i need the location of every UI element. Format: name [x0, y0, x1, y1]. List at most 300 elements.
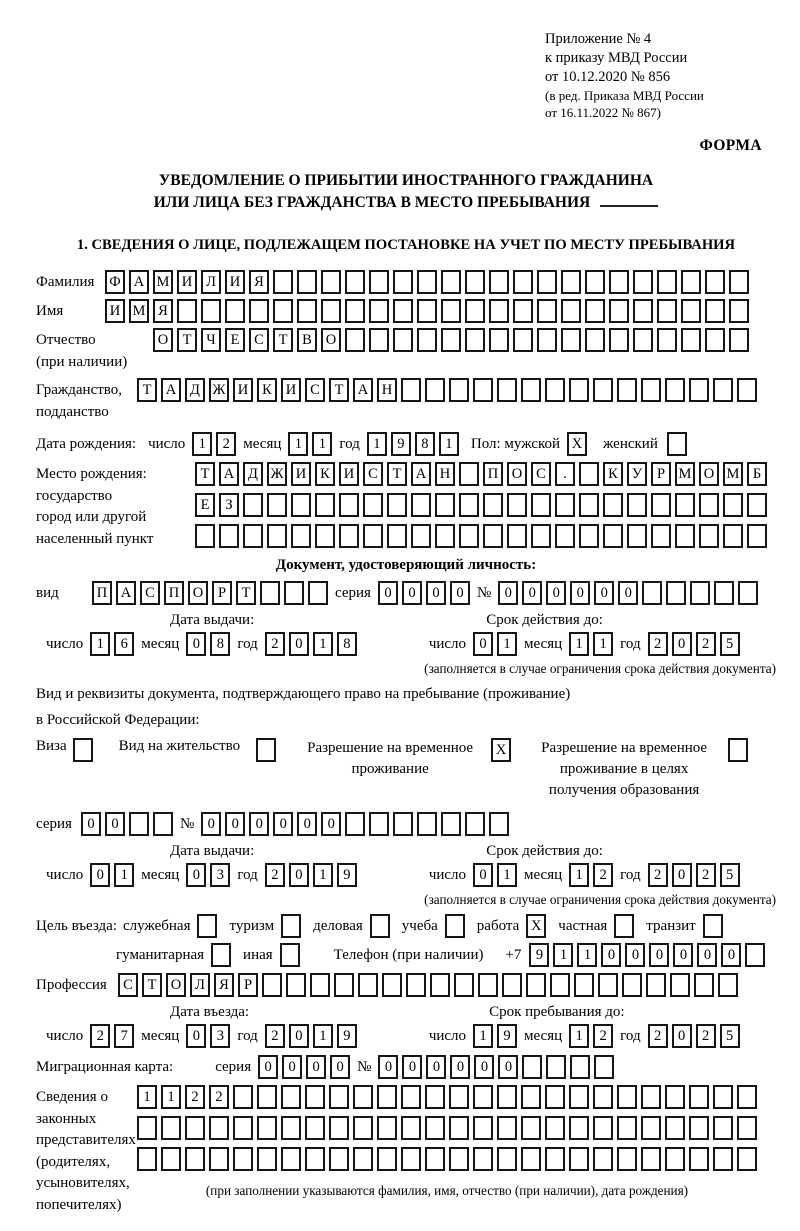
- char-box[interactable]: [417, 270, 437, 294]
- char-box[interactable]: [185, 1116, 205, 1140]
- char-box[interactable]: [329, 1116, 349, 1140]
- char-box[interactable]: [449, 378, 469, 402]
- char-box[interactable]: [363, 524, 383, 548]
- char-box[interactable]: [459, 462, 479, 486]
- char-box[interactable]: [257, 1116, 277, 1140]
- char-box[interactable]: [507, 524, 527, 548]
- char-box[interactable]: [690, 581, 710, 605]
- char-box[interactable]: [737, 378, 757, 402]
- char-box[interactable]: [747, 524, 767, 548]
- char-box[interactable]: 1: [313, 863, 333, 887]
- char-box[interactable]: [537, 328, 557, 352]
- char-box[interactable]: [545, 1085, 565, 1109]
- char-box[interactable]: [369, 812, 389, 836]
- char-box[interactable]: [561, 328, 581, 352]
- representatives-boxes-row1[interactable]: [137, 1085, 757, 1109]
- char-box[interactable]: 1: [313, 1024, 333, 1048]
- char-box[interactable]: И: [291, 462, 311, 486]
- char-box[interactable]: [666, 581, 686, 605]
- char-box[interactable]: [262, 973, 282, 997]
- char-box[interactable]: [555, 524, 575, 548]
- doc-valid-day-boxes[interactable]: [473, 632, 517, 656]
- char-box[interactable]: 0: [474, 1055, 494, 1079]
- char-box[interactable]: 0: [330, 1055, 350, 1079]
- char-box[interactable]: В: [297, 328, 317, 352]
- char-box[interactable]: Е: [195, 493, 215, 517]
- char-box[interactable]: С: [140, 581, 160, 605]
- char-box[interactable]: [737, 1085, 757, 1109]
- char-box[interactable]: 0: [225, 812, 245, 836]
- char-box[interactable]: 1: [593, 632, 613, 656]
- char-box[interactable]: 0: [672, 1024, 692, 1048]
- doc-kind-boxes[interactable]: [92, 581, 328, 605]
- char-box[interactable]: [593, 1147, 613, 1171]
- char-box[interactable]: 0: [249, 812, 269, 836]
- char-box[interactable]: 2: [185, 1085, 205, 1109]
- char-box[interactable]: 0: [672, 863, 692, 887]
- char-box[interactable]: [526, 973, 546, 997]
- char-box[interactable]: Ф: [105, 270, 125, 294]
- char-box[interactable]: 1: [497, 863, 517, 887]
- char-box[interactable]: [417, 812, 437, 836]
- char-box[interactable]: 2: [216, 432, 236, 456]
- char-box[interactable]: [291, 524, 311, 548]
- purpose-work-checkbox[interactable]: [526, 914, 546, 938]
- char-box[interactable]: [435, 524, 455, 548]
- char-box[interactable]: [675, 524, 695, 548]
- entry-day-boxes[interactable]: [90, 1024, 134, 1048]
- patronymic-boxes[interactable]: [153, 328, 749, 352]
- char-box[interactable]: [353, 1147, 373, 1171]
- char-box[interactable]: [257, 1147, 277, 1171]
- purpose-business-checkbox[interactable]: [370, 914, 390, 938]
- char-box[interactable]: [393, 328, 413, 352]
- char-box[interactable]: [387, 493, 407, 517]
- char-box[interactable]: С: [249, 328, 269, 352]
- char-box[interactable]: 2: [648, 863, 668, 887]
- char-box[interactable]: 5: [720, 1024, 740, 1048]
- char-box[interactable]: И: [225, 270, 245, 294]
- migration-number-boxes[interactable]: [378, 1055, 614, 1079]
- char-box[interactable]: [699, 524, 719, 548]
- char-box[interactable]: [473, 1147, 493, 1171]
- char-box[interactable]: 0: [282, 1055, 302, 1079]
- char-box[interactable]: 2: [90, 1024, 110, 1048]
- char-box[interactable]: К: [603, 462, 623, 486]
- char-box[interactable]: 0: [289, 863, 309, 887]
- char-box[interactable]: [483, 524, 503, 548]
- char-box[interactable]: П: [164, 581, 184, 605]
- char-box[interactable]: 9: [337, 863, 357, 887]
- char-box[interactable]: [177, 299, 197, 323]
- char-box[interactable]: [425, 1116, 445, 1140]
- char-box[interactable]: [441, 328, 461, 352]
- doc-seriya-boxes[interactable]: [378, 581, 470, 605]
- purpose-other-checkbox[interactable]: [280, 943, 300, 967]
- char-box[interactable]: 9: [391, 432, 411, 456]
- char-box[interactable]: [243, 493, 263, 517]
- char-box[interactable]: А: [219, 462, 239, 486]
- purpose-tourism-checkbox[interactable]: [281, 914, 301, 938]
- char-box[interactable]: И: [105, 299, 125, 323]
- representatives-boxes-row3[interactable]: [137, 1147, 757, 1171]
- char-box[interactable]: [729, 328, 749, 352]
- char-box[interactable]: [641, 1147, 661, 1171]
- char-box[interactable]: [593, 1116, 613, 1140]
- char-box[interactable]: [579, 493, 599, 517]
- char-box[interactable]: 1: [161, 1085, 181, 1109]
- char-box[interactable]: [489, 328, 509, 352]
- char-box[interactable]: [531, 524, 551, 548]
- char-box[interactable]: 0: [473, 632, 493, 656]
- char-box[interactable]: О: [188, 581, 208, 605]
- char-box[interactable]: 0: [402, 581, 422, 605]
- birthplace-boxes-row3[interactable]: [195, 524, 767, 548]
- char-box[interactable]: [129, 812, 149, 836]
- temp-permit-edu-checkbox[interactable]: [728, 738, 748, 762]
- birth-day-boxes[interactable]: [192, 432, 236, 456]
- char-box[interactable]: 0: [426, 581, 446, 605]
- char-box[interactable]: [614, 914, 634, 938]
- char-box[interactable]: [137, 1116, 157, 1140]
- char-box[interactable]: X: [491, 738, 511, 762]
- char-box[interactable]: [345, 328, 365, 352]
- char-box[interactable]: [546, 1055, 566, 1079]
- char-box[interactable]: [249, 299, 269, 323]
- char-box[interactable]: [281, 1085, 301, 1109]
- char-box[interactable]: О: [699, 462, 719, 486]
- char-box[interactable]: 5: [720, 863, 740, 887]
- char-box[interactable]: 0: [601, 943, 621, 967]
- char-box[interactable]: 0: [618, 581, 638, 605]
- char-box[interactable]: [329, 1147, 349, 1171]
- char-box[interactable]: [305, 1147, 325, 1171]
- char-box[interactable]: 2: [696, 632, 716, 656]
- char-box[interactable]: [593, 1085, 613, 1109]
- char-box[interactable]: [387, 524, 407, 548]
- char-box[interactable]: Б: [747, 462, 767, 486]
- char-box[interactable]: [195, 524, 215, 548]
- char-box[interactable]: 8: [210, 632, 230, 656]
- char-box[interactable]: [617, 1085, 637, 1109]
- migration-seriya-boxes[interactable]: [258, 1055, 350, 1079]
- char-box[interactable]: 0: [426, 1055, 446, 1079]
- char-box[interactable]: 1: [367, 432, 387, 456]
- char-box[interactable]: Т: [177, 328, 197, 352]
- char-box[interactable]: 0: [570, 581, 590, 605]
- char-box[interactable]: [694, 973, 714, 997]
- profession-boxes[interactable]: [118, 973, 738, 997]
- char-box[interactable]: А: [129, 270, 149, 294]
- char-box[interactable]: [281, 1147, 301, 1171]
- purpose-private-checkbox[interactable]: [614, 914, 634, 938]
- char-box[interactable]: [209, 1147, 229, 1171]
- char-box[interactable]: [681, 270, 701, 294]
- char-box[interactable]: [273, 270, 293, 294]
- char-box[interactable]: [617, 378, 637, 402]
- char-box[interactable]: [417, 299, 437, 323]
- char-box[interactable]: [473, 1116, 493, 1140]
- char-box[interactable]: [284, 581, 304, 605]
- birthplace-boxes-row2[interactable]: [195, 493, 767, 517]
- char-box[interactable]: [675, 493, 695, 517]
- char-box[interactable]: [406, 973, 426, 997]
- char-box[interactable]: [489, 270, 509, 294]
- char-box[interactable]: М: [723, 462, 743, 486]
- char-box[interactable]: [569, 378, 589, 402]
- char-box[interactable]: [585, 299, 605, 323]
- char-box[interactable]: [401, 1116, 421, 1140]
- char-box[interactable]: С: [363, 462, 383, 486]
- char-box[interactable]: [370, 914, 390, 938]
- doc-issue-month-boxes[interactable]: [186, 632, 230, 656]
- purpose-study-checkbox[interactable]: [445, 914, 465, 938]
- char-box[interactable]: [369, 270, 389, 294]
- char-box[interactable]: 1: [192, 432, 212, 456]
- char-box[interactable]: 0: [697, 943, 717, 967]
- char-box[interactable]: [161, 1116, 181, 1140]
- char-box[interactable]: [665, 1116, 685, 1140]
- char-box[interactable]: [243, 524, 263, 548]
- char-box[interactable]: [315, 524, 335, 548]
- char-box[interactable]: [521, 1116, 541, 1140]
- char-box[interactable]: 0: [289, 1024, 309, 1048]
- char-box[interactable]: [393, 812, 413, 836]
- char-box[interactable]: [73, 738, 93, 762]
- char-box[interactable]: 0: [594, 581, 614, 605]
- char-box[interactable]: [713, 378, 733, 402]
- char-box[interactable]: [569, 1147, 589, 1171]
- char-box[interactable]: И: [233, 378, 253, 402]
- char-box[interactable]: И: [339, 462, 359, 486]
- doc2-issue-day-boxes[interactable]: [90, 863, 134, 887]
- char-box[interactable]: Д: [243, 462, 263, 486]
- char-box[interactable]: [665, 1147, 685, 1171]
- char-box[interactable]: [449, 1147, 469, 1171]
- char-box[interactable]: 0: [201, 812, 221, 836]
- char-box[interactable]: Л: [201, 270, 221, 294]
- char-box[interactable]: 0: [498, 1055, 518, 1079]
- purpose-official-checkbox[interactable]: [197, 914, 217, 938]
- char-box[interactable]: [537, 270, 557, 294]
- char-box[interactable]: 2: [593, 1024, 613, 1048]
- char-box[interactable]: [657, 270, 677, 294]
- char-box[interactable]: [401, 1085, 421, 1109]
- residence-permit-checkbox[interactable]: [256, 738, 276, 762]
- char-box[interactable]: [401, 378, 421, 402]
- char-box[interactable]: [441, 812, 461, 836]
- char-box[interactable]: [603, 493, 623, 517]
- char-box[interactable]: 0: [273, 812, 293, 836]
- char-box[interactable]: 0: [672, 632, 692, 656]
- surname-boxes[interactable]: [105, 270, 749, 294]
- char-box[interactable]: X: [567, 432, 587, 456]
- char-box[interactable]: [345, 299, 365, 323]
- char-box[interactable]: [699, 493, 719, 517]
- char-box[interactable]: [297, 270, 317, 294]
- birthplace-boxes-row1[interactable]: [195, 462, 767, 486]
- char-box[interactable]: [353, 1116, 373, 1140]
- char-box[interactable]: 8: [415, 432, 435, 456]
- char-box[interactable]: X: [526, 914, 546, 938]
- char-box[interactable]: О: [166, 973, 186, 997]
- char-box[interactable]: [545, 1147, 565, 1171]
- given-name-boxes[interactable]: [105, 299, 749, 323]
- char-box[interactable]: [267, 524, 287, 548]
- temp-permit-checkbox[interactable]: [491, 738, 511, 762]
- char-box[interactable]: [393, 299, 413, 323]
- char-box[interactable]: 0: [306, 1055, 326, 1079]
- char-box[interactable]: [714, 581, 734, 605]
- char-box[interactable]: Т: [195, 462, 215, 486]
- char-box[interactable]: [401, 1147, 421, 1171]
- char-box[interactable]: [657, 328, 677, 352]
- char-box[interactable]: [689, 378, 709, 402]
- char-box[interactable]: [585, 270, 605, 294]
- char-box[interactable]: 0: [473, 863, 493, 887]
- char-box[interactable]: Т: [387, 462, 407, 486]
- char-box[interactable]: 0: [402, 1055, 422, 1079]
- char-box[interactable]: [441, 299, 461, 323]
- char-box[interactable]: [681, 328, 701, 352]
- sex-female-checkbox[interactable]: [667, 432, 687, 456]
- char-box[interactable]: [657, 299, 677, 323]
- doc2-valid-month-boxes[interactable]: [569, 863, 613, 887]
- char-box[interactable]: С: [531, 462, 551, 486]
- char-box[interactable]: М: [129, 299, 149, 323]
- char-box[interactable]: [667, 432, 687, 456]
- char-box[interactable]: [449, 1085, 469, 1109]
- char-box[interactable]: Р: [212, 581, 232, 605]
- char-box[interactable]: 2: [593, 863, 613, 887]
- char-box[interactable]: [545, 1116, 565, 1140]
- char-box[interactable]: 0: [297, 812, 317, 836]
- char-box[interactable]: 0: [378, 1055, 398, 1079]
- char-box[interactable]: 6: [114, 632, 134, 656]
- char-box[interactable]: Я: [249, 270, 269, 294]
- birth-month-boxes[interactable]: [288, 432, 332, 456]
- char-box[interactable]: 1: [137, 1085, 157, 1109]
- char-box[interactable]: [197, 914, 217, 938]
- char-box[interactable]: [297, 299, 317, 323]
- char-box[interactable]: [718, 973, 738, 997]
- char-box[interactable]: [377, 1085, 397, 1109]
- char-box[interactable]: [233, 1147, 253, 1171]
- char-box[interactable]: [689, 1116, 709, 1140]
- char-box[interactable]: Т: [329, 378, 349, 402]
- char-box[interactable]: [579, 462, 599, 486]
- char-box[interactable]: С: [118, 973, 138, 997]
- char-box[interactable]: 0: [81, 812, 101, 836]
- purpose-transit-checkbox[interactable]: [703, 914, 723, 938]
- char-box[interactable]: .: [555, 462, 575, 486]
- char-box[interactable]: Л: [190, 973, 210, 997]
- char-box[interactable]: И: [281, 378, 301, 402]
- char-box[interactable]: 0: [90, 863, 110, 887]
- char-box[interactable]: [411, 493, 431, 517]
- visa-checkbox[interactable]: [73, 738, 93, 762]
- char-box[interactable]: К: [315, 462, 335, 486]
- char-box[interactable]: [185, 1147, 205, 1171]
- char-box[interactable]: 0: [498, 581, 518, 605]
- char-box[interactable]: [642, 581, 662, 605]
- char-box[interactable]: [670, 973, 690, 997]
- phone-boxes[interactable]: [529, 943, 765, 967]
- entry-year-boxes[interactable]: [265, 1024, 357, 1048]
- char-box[interactable]: [713, 1116, 733, 1140]
- char-box[interactable]: [411, 524, 431, 548]
- char-box[interactable]: Ж: [267, 462, 287, 486]
- char-box[interactable]: 1: [439, 432, 459, 456]
- char-box[interactable]: 3: [210, 863, 230, 887]
- char-box[interactable]: [321, 299, 341, 323]
- char-box[interactable]: [502, 973, 522, 997]
- char-box[interactable]: [377, 1147, 397, 1171]
- char-box[interactable]: Н: [377, 378, 397, 402]
- char-box[interactable]: [435, 493, 455, 517]
- char-box[interactable]: [633, 328, 653, 352]
- char-box[interactable]: 2: [209, 1085, 229, 1109]
- char-box[interactable]: [574, 973, 594, 997]
- char-box[interactable]: Я: [214, 973, 234, 997]
- char-box[interactable]: Т: [142, 973, 162, 997]
- char-box[interactable]: [681, 299, 701, 323]
- char-box[interactable]: [705, 328, 725, 352]
- doc-valid-year-boxes[interactable]: [648, 632, 740, 656]
- char-box[interactable]: [497, 378, 517, 402]
- char-box[interactable]: 9: [497, 1024, 517, 1048]
- char-box[interactable]: [627, 524, 647, 548]
- char-box[interactable]: [585, 328, 605, 352]
- char-box[interactable]: [425, 378, 445, 402]
- char-box[interactable]: А: [411, 462, 431, 486]
- char-box[interactable]: [339, 524, 359, 548]
- char-box[interactable]: [382, 973, 402, 997]
- char-box[interactable]: О: [153, 328, 173, 352]
- char-box[interactable]: 5: [720, 632, 740, 656]
- char-box[interactable]: [513, 299, 533, 323]
- char-box[interactable]: [713, 1085, 733, 1109]
- doc2-issue-year-boxes[interactable]: [265, 863, 357, 887]
- char-box[interactable]: [729, 299, 749, 323]
- char-box[interactable]: [201, 299, 221, 323]
- char-box[interactable]: 0: [378, 581, 398, 605]
- char-box[interactable]: [334, 973, 354, 997]
- char-box[interactable]: [441, 270, 461, 294]
- char-box[interactable]: [473, 378, 493, 402]
- char-box[interactable]: Р: [651, 462, 671, 486]
- stay-month-boxes[interactable]: [569, 1024, 613, 1048]
- doc2-valid-year-boxes[interactable]: [648, 863, 740, 887]
- char-box[interactable]: [459, 524, 479, 548]
- char-box[interactable]: 3: [210, 1024, 230, 1048]
- char-box[interactable]: 1: [473, 1024, 493, 1048]
- char-box[interactable]: [286, 973, 306, 997]
- char-box[interactable]: [445, 914, 465, 938]
- char-box[interactable]: 1: [90, 632, 110, 656]
- char-box[interactable]: [593, 378, 613, 402]
- char-box[interactable]: С: [305, 378, 325, 402]
- char-box[interactable]: 2: [265, 632, 285, 656]
- char-box[interactable]: 1: [313, 632, 333, 656]
- char-box[interactable]: [738, 581, 758, 605]
- char-box[interactable]: 0: [186, 863, 206, 887]
- char-box[interactable]: [617, 1116, 637, 1140]
- char-box[interactable]: [609, 328, 629, 352]
- char-box[interactable]: 0: [258, 1055, 278, 1079]
- char-box[interactable]: [473, 1085, 493, 1109]
- char-box[interactable]: [291, 493, 311, 517]
